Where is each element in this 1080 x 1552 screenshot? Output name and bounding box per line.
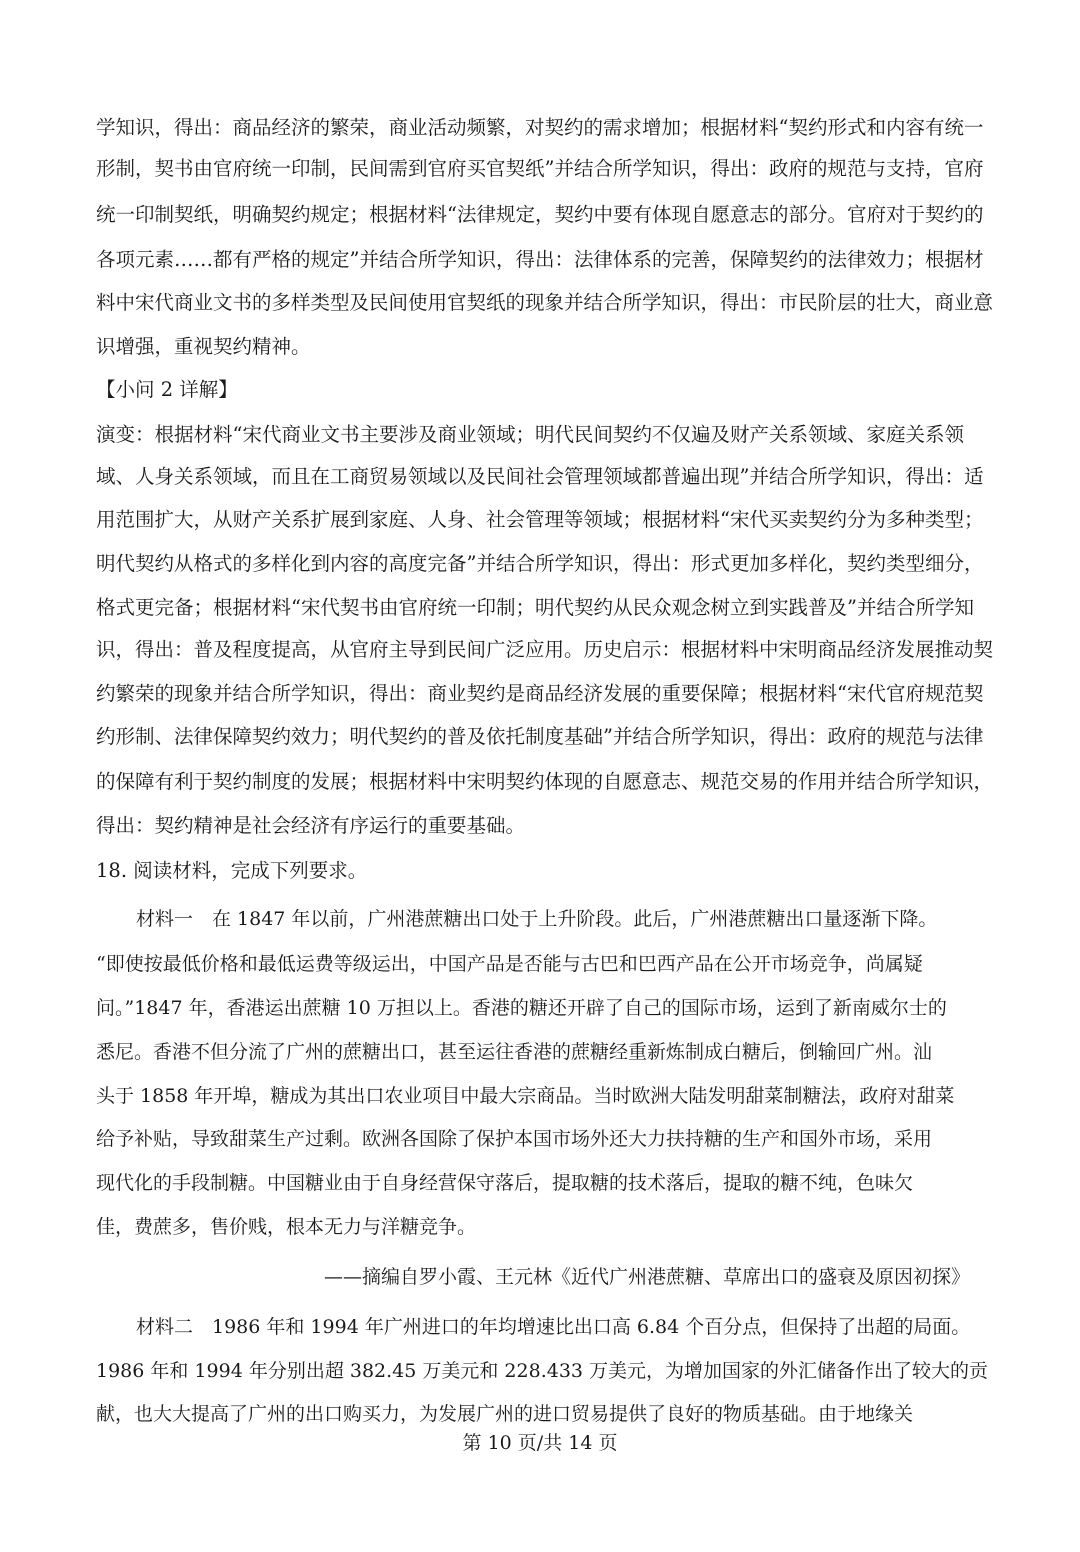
answer-line: 域、人身关系领域，而且在工商贸易领域以及民间社会管理领域都普遍出现”并结合所学知识，得出：适 (96, 465, 984, 488)
answer-line: 形制，契书由官府统一印制，民间需到官府买官契纸”并结合所学知识，得出：政府的规范与支持，官府 (96, 157, 984, 180)
page-number: 第 10 页/共 14 页 (462, 1432, 618, 1454)
material-line: 给予补贴，导致甜菜生产过剩。欧洲各国除了保护本国市场外还大力扶持糖的生产和国外市场，采用 (96, 1128, 933, 1150)
answer-line: 学知识，得出：商品经济的繁荣，商业活动频繁，对契约的需求增加；根据材料“契约形式和内容有统一 (96, 116, 984, 139)
material-line: 材料二 1986 年和 1994 年广州进口的年均增速比出口高 6.84 个百分点，但保持了出超的局面。 (136, 1316, 971, 1338)
material-line: 头于 1858 年开埠，糖成为其出口农业项目中最大宗商品。当时欧洲大陆发明甜菜制糖法，政府对甜菜 (96, 1085, 955, 1107)
answer-line: 识增强，重视契约精神。 (96, 335, 311, 358)
answer-line: 用范围扩大，从财产关系扩展到家庭、人身、社会管理等领域；根据材料“宋代买卖契约分为多种类型； (96, 508, 984, 531)
material-line: 现代化的手段制糖。中国糖业由于自身经营保守落后，提取糖的技术落后，提取的糖不纯，色味欠 (96, 1172, 914, 1194)
answer-line: 各项元素……都有严格的规定”并结合所学知识，得出：法律体系的完善，保障契约的法律效力；根据材 (96, 248, 984, 271)
material-line: 佳，费蔗多，售价贱，根本无力与洋糖竞争。 (96, 1216, 477, 1238)
question-prompt: 18. 阅读材料，完成下列要求。 (96, 859, 368, 882)
answer-line: 演变：根据材料“宋代商业文书主要涉及商业领域；明代民间契约不仅遍及财产关系领域、家庭关系领 (96, 423, 964, 446)
answer-line: 识，得出：普及程度提高，从官府主导到民间广泛应用。历史启示：根据材料中宋明商品经济发展推动契 (96, 638, 994, 661)
material-line: 1986 年和 1994 年分别出超 382.45 万美元和 228.433 万美元，为增加国家的外汇储备作出了较大的贡 (96, 1360, 989, 1382)
subquestion-heading: 【小问 2 详解】 (96, 378, 238, 401)
answer-line: 格式更完备；根据材料“宋代契书由官府统一印制；明代契约从民众观念树立到实践普及”并结合所学知 (96, 596, 974, 619)
answer-line: 统一印制契纸，明确契约规定；根据材料“法律规定，契约中要有体现自愿意志的部分。官府对于契约的 (96, 203, 984, 226)
answer-line: 料中宋代商业文书的多样类型及民间使用官契纸的现象并结合所学知识，得出：市民阶层的壮大，商业意 (96, 291, 994, 314)
answer-line: 明代契约从格式的多样化到内容的高度完备”并结合所学知识，得出：形式更加多样化，契约类型细分， (96, 552, 984, 575)
answer-line: 得出：契约精神是社会经济有序运行的重要基础。 (96, 814, 526, 837)
answer-line: 约形制、法律保障契约效力；明代契约的普及依托制度基础”并结合所学知识，得出：政府的规范与法律 (96, 725, 984, 748)
material-line: “即使按最低价格和最低运费等级运出，中国产品是否能与古巴和巴西产品在公开市场竞争，尚属疑 (96, 953, 923, 975)
material-source: ——摘编自罗小霞、王元林《近代广州港蔗糖、草席出口的盛衰及原因初探》 (323, 1266, 970, 1288)
material-line: 材料一 在 1847 年以前，广州港蔗糖出口处于上升阶段。此后，广州港蔗糖出口量逐渐下降。 (136, 908, 938, 930)
material-line: 献，也大大提高了广州的出口购买力，为发展广州的进口贸易提供了良好的物质基础。由于地缘关 (96, 1403, 914, 1425)
material-line: 悉尼。香港不但分流了广州的蔗糖出口，甚至运往香港的蔗糖经重新炼制成白糖后，倒输回广州。汕 (96, 1041, 933, 1063)
answer-line: 约繁荣的现象并结合所学知识，得出：商业契约是商品经济发展的重要保障；根据材料“宋代官府规范契 (96, 682, 984, 705)
material-line: 问。”1847 年，香港运出蔗糖 10 万担以上。香港的糖还开辟了自己的国际市场，运到了新南威尔士的 (96, 997, 947, 1019)
answer-line: 的保障有利于契约制度的发展；根据材料中宋明契约体现的自愿意志、规范交易的作用并结合所学知识， (96, 770, 994, 793)
